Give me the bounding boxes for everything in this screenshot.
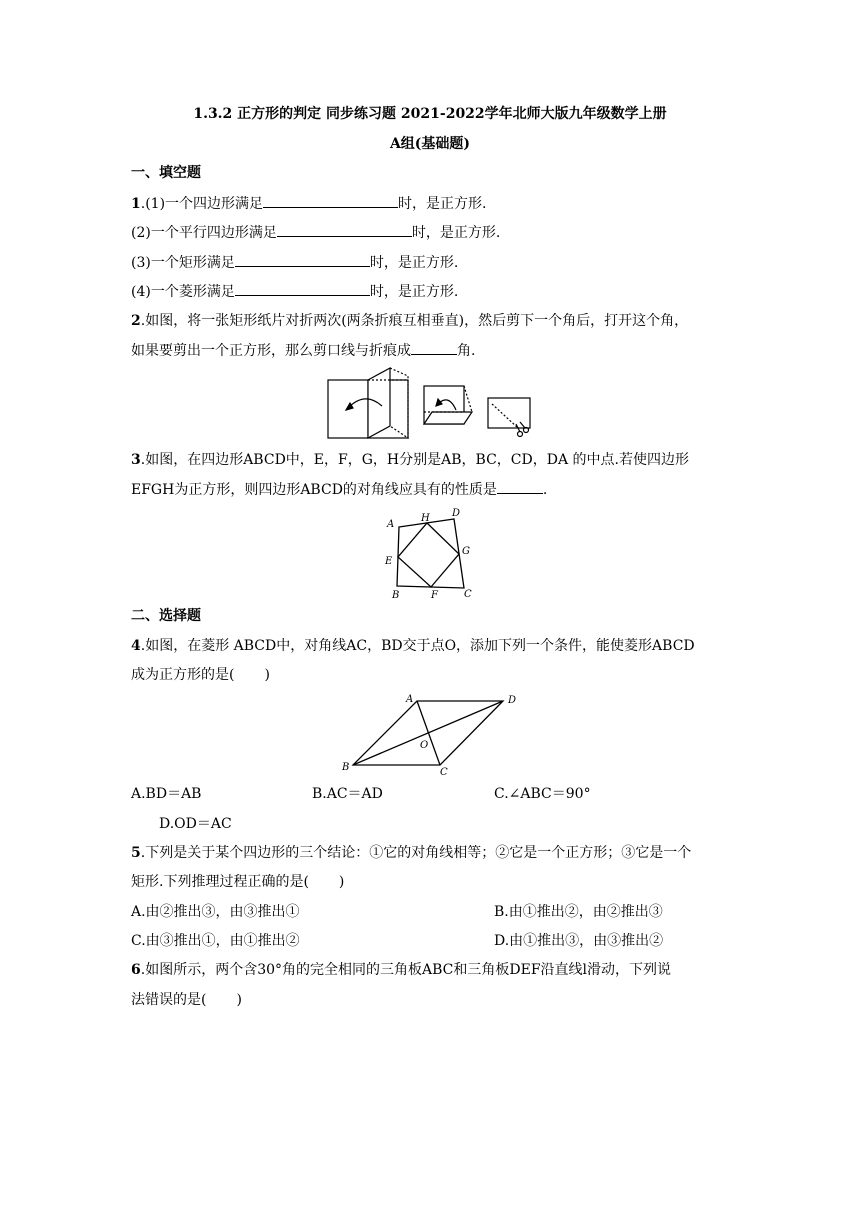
q6-text-1: .如图所示，两个含30°角的完全相同的三角板ABC和三角板DEF沿直线l滑动，下列说 bbox=[140, 962, 672, 978]
q2-number: 2 bbox=[131, 313, 141, 329]
q2-paper-folding-figure bbox=[320, 368, 540, 444]
document-subtitle: A组(基础题) bbox=[389, 136, 471, 152]
q3-label-h: H bbox=[421, 513, 430, 524]
q1-part-1-suffix: 时，是正方形. bbox=[398, 196, 487, 212]
q3-label-a: A bbox=[387, 519, 395, 530]
q3-line-2 bbox=[131, 479, 731, 500]
q1-part-3-prefix: (3)一个矩形满足 bbox=[131, 255, 235, 271]
q2-text-1: .如图，将一张矩形纸片对折两次(两条折痕互相垂直)，然后剪下一个角后，打开这个角， bbox=[140, 313, 689, 329]
diagonal-bd bbox=[353, 701, 503, 765]
q5-text-1: .下列是关于某个四边形的三个结论：①它的对角线相等；②它是一个正方形；③它是一个 bbox=[140, 845, 692, 861]
q6-number: 6 bbox=[131, 962, 141, 978]
q4-label-d: D bbox=[508, 695, 517, 706]
q5-option-b[interactable]: B.由①推出②，由②推出③ bbox=[494, 904, 663, 920]
q4-option-b[interactable]: B.AC＝AD bbox=[312, 786, 383, 802]
quadrilateral-abcd bbox=[397, 519, 464, 588]
q1-part-2-prefix: (2)一个平行四边形满足 bbox=[131, 225, 277, 241]
q3-number: 3 bbox=[131, 452, 141, 468]
q4-rhombus-figure bbox=[336, 690, 526, 776]
q5-number: 5 bbox=[131, 845, 141, 861]
q1-part-1-prefix: .(1)一个四边形满足 bbox=[140, 196, 264, 212]
q1-part-1-answer-blank[interactable] bbox=[263, 193, 398, 208]
q1-part-2-answer-blank[interactable] bbox=[277, 222, 412, 237]
q4-text-1: .如图，在菱形 ABCD中，对角线AC，BD交于点O，添加下列一个条件，能使菱形ABCD bbox=[140, 638, 695, 654]
q1-part-2-suffix: 时，是正方形. bbox=[411, 225, 501, 241]
q5-option-a[interactable]: A.由②推出③，由③推出① bbox=[131, 904, 300, 920]
q3-label-g: G bbox=[462, 546, 470, 557]
q3-answer-blank[interactable] bbox=[497, 479, 543, 494]
q5-text-3: ) bbox=[338, 874, 345, 890]
q3-label-d: D bbox=[452, 508, 461, 519]
q1-part-1 bbox=[131, 193, 731, 214]
q5-line-2 bbox=[131, 872, 731, 892]
square-efgh bbox=[398, 523, 459, 587]
q1-part-4-answer-blank[interactable] bbox=[235, 281, 370, 296]
q3-text-3: . bbox=[542, 482, 548, 498]
q4-label-b: B bbox=[342, 762, 350, 773]
q1-part-4 bbox=[131, 281, 731, 302]
q3-label-e: E bbox=[385, 556, 393, 567]
fold-step-1 bbox=[328, 368, 408, 438]
q4-line-1 bbox=[131, 636, 731, 656]
fold-step-3 bbox=[488, 398, 530, 437]
q4-text-2: 成为正方形的是( bbox=[131, 667, 235, 683]
q3-label-f: F bbox=[431, 590, 438, 601]
q4-label-c: C bbox=[440, 767, 448, 778]
q3-text-2: EFGH为正方形，则四边形ABCD的对角线应具有的性质是 bbox=[131, 482, 497, 498]
q1-part-3-answer-blank[interactable] bbox=[235, 252, 370, 267]
fold-step-2 bbox=[424, 386, 472, 424]
q1-part-2 bbox=[131, 222, 731, 243]
q3-line-1 bbox=[131, 450, 731, 470]
q2-answer-blank[interactable] bbox=[411, 340, 457, 355]
q4-text-3: ) bbox=[264, 667, 270, 683]
q2-line-2 bbox=[131, 340, 731, 361]
q1-part-4-prefix: (4)一个菱形满足 bbox=[131, 284, 235, 300]
q4-line-2 bbox=[131, 665, 731, 685]
q5-option-c[interactable]: C.由③推出①，由①推出② bbox=[131, 933, 300, 949]
q3-label-b: B bbox=[392, 590, 400, 601]
q6-text-2: 法错误的是( bbox=[131, 992, 207, 1008]
q4-option-d[interactable]: D.OD＝AC bbox=[159, 816, 232, 832]
q1-part-4-suffix: 时，是正方形. bbox=[369, 284, 459, 300]
q5-line-1 bbox=[131, 843, 731, 863]
q4-label-o: O bbox=[420, 740, 429, 751]
q3-text-1: .如图，在四边形ABCD中，E，F，G，H分别是AB，BC，CD，DA 的中点.若使四边形 bbox=[140, 452, 689, 468]
q2-text-2: 如果要剪出一个正方形，那么剪口线与折痕成 bbox=[131, 343, 411, 359]
q6-line-2 bbox=[131, 990, 731, 1010]
section-heading-fill: 一、填空题 bbox=[131, 165, 201, 181]
q1-part-3 bbox=[131, 252, 731, 273]
q1-part-3-suffix: 时，是正方形. bbox=[369, 255, 459, 271]
q3-label-c: C bbox=[464, 589, 472, 600]
q3-quadrilateral-figure bbox=[380, 504, 480, 604]
document-title: 1.3.2 正方形的判定 同步练习题 2021-2022学年北师大版九年级数学上册 bbox=[193, 106, 667, 122]
q2-line-1 bbox=[131, 311, 731, 331]
q5-text-2: 矩形.下列推理过程正确的是( bbox=[131, 874, 309, 890]
q4-label-a: A bbox=[406, 694, 414, 705]
q1-number: 1 bbox=[131, 196, 141, 212]
q6-line-1 bbox=[131, 960, 731, 980]
q2-text-3: 角. bbox=[457, 343, 476, 359]
q4-option-c[interactable]: C.∠ABC＝90° bbox=[494, 786, 591, 802]
section-heading-choice: 二、选择题 bbox=[131, 608, 201, 624]
q4-option-a[interactable]: A.BD＝AB bbox=[131, 786, 202, 802]
q4-number: 4 bbox=[131, 638, 141, 654]
q6-text-3: ) bbox=[236, 992, 242, 1008]
q5-option-d[interactable]: D.由①推出③，由③推出② bbox=[494, 933, 664, 949]
